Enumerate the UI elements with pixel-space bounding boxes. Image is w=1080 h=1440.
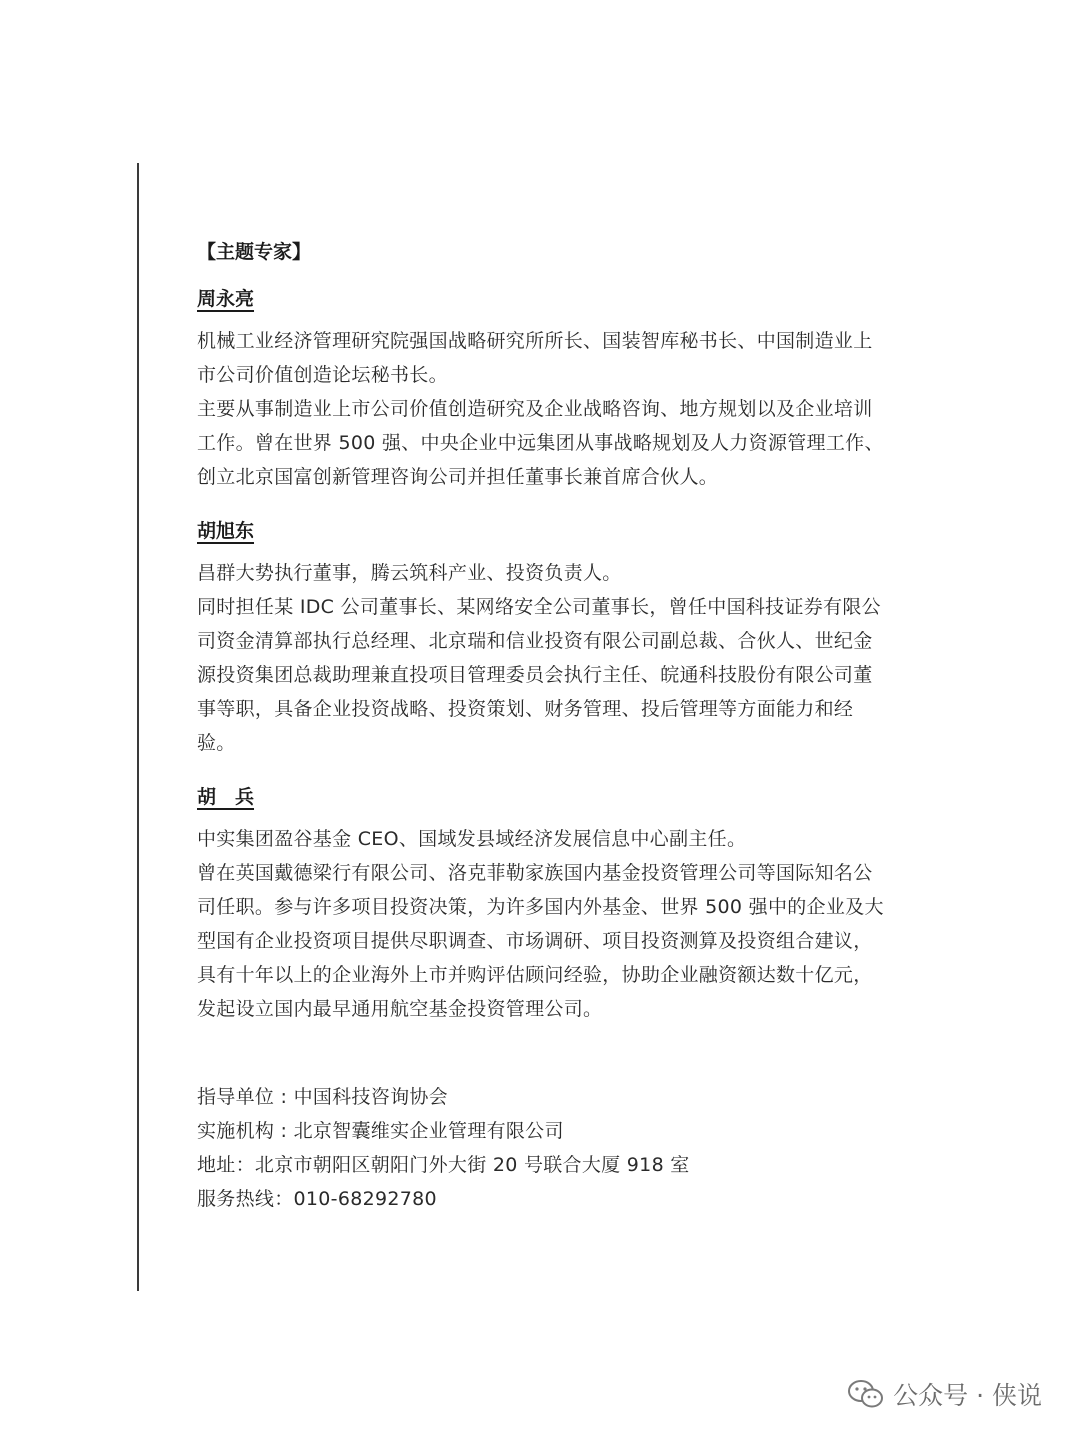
wechat-icon [847,1378,885,1410]
expert-title-paragraph: 中实集团盈谷基金 CEO、国域发县域经济发展信息中心副主任。 [197,828,747,850]
section-title: 【主题专家】 [197,241,312,263]
expert-bio-paragraph: 同时担任某 IDC 公司董事长、某网络安全公司董事长，曾任中国科技证券有限公司资金清算部执行总经理、北京瑞和信业投资有限公司副总裁、合伙人、世纪金源投资集团总裁助理兼直投项目管理委员会执行主任、皖通科技股份有限公司董事等职，具备企业投资战略、投资策划、财务管理、投后管理等方面能力和经验。 [197,596,881,754]
watermark-text: 公众号 · 侠说 [893,1381,1042,1410]
guidance-unit: 指导单位 : 中国科技咨询协会 [197,1086,448,1108]
implementing-agency: 实施机构 : 北京智囊维实企业管理有限公司 [197,1120,564,1142]
expert-name: 胡旭东 [197,520,255,542]
expert-bio-paragraph: 主要从事制造业上市公司价值创造研究及企业战略咨询、地方规划以及企业培训工作。曾在世界 500 强、中央企业中远集团从事战略规划及人力资源管理工作、创立北京国富创新管理咨询公司并担任董事长兼首席合伙人。 [197,398,884,488]
document-body [197,230,887,1216]
service-hotline: 服务热线：010-68292780 [197,1188,437,1210]
expert-title-paragraph: 机械工业经济管理研究院强国战略研究所所长、国装智库秘书长、中国制造业上市公司价值创造论坛秘书长。 [197,330,873,386]
contact-footer [197,1080,887,1216]
address: 地址：北京市朝阳区朝阳门外大街 20 号联合大厦 918 室 [197,1154,690,1176]
expert-block-1 [197,282,887,494]
expert-title-paragraph: 昌群大势执行董事，腾云筑科产业、投资负责人。 [197,562,622,584]
wechat-watermark [847,1376,1042,1412]
expert-block-2 [197,514,887,760]
expert-block-3 [197,780,887,1026]
left-vertical-rule [137,163,139,1291]
expert-name: 胡 兵 [197,786,255,808]
expert-name: 周永亮 [197,288,255,310]
expert-bio-paragraph: 曾在英国戴德梁行有限公司、洛克菲勒家族国内基金投资管理公司等国际知名公司任职。参与许多项目投资决策，为许多国内外基金、世界 500 强中的企业及大型国有企业投资项目提供尽职调查、市场调研、项目投资测算及投资组合建议，具有十年以上的企业海外上市并购评估顾问经验，协助企业融资额达数十亿元，发起设立国内最早通用航空基金投资管理公司。 [197,862,884,1020]
